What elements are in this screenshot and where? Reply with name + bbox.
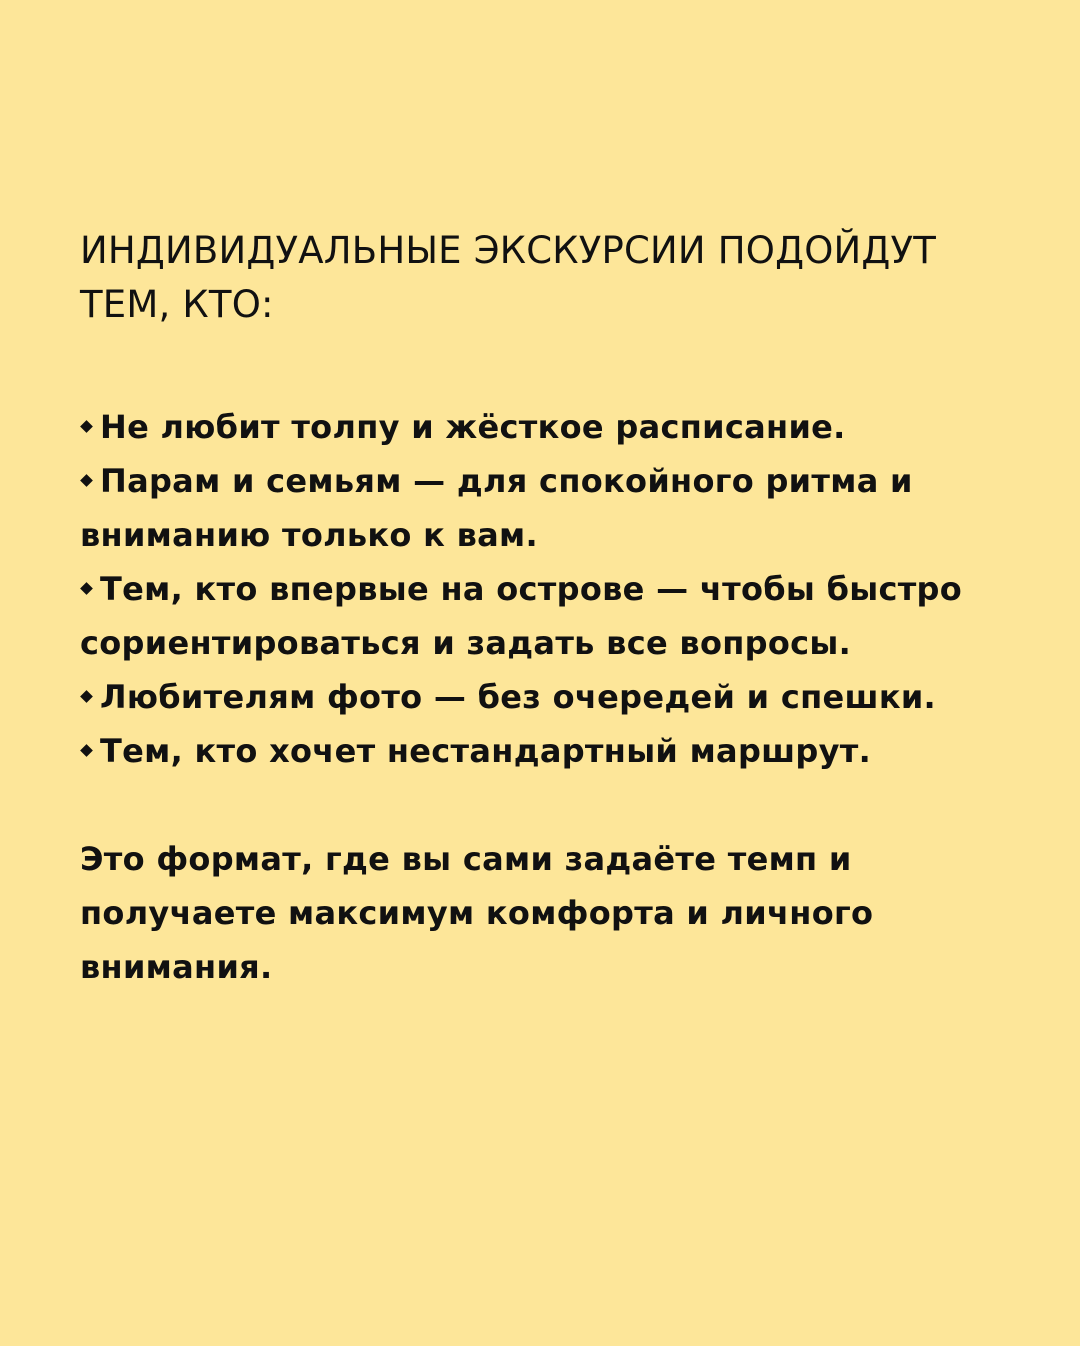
list-item-text: Тем, кто впервые на острове — чтобы быстро сориентироваться и задать все вопросы. xyxy=(80,570,963,662)
diamond-bullet-icon xyxy=(80,690,93,703)
list-item-text: Тем, кто хочет нестандартный маршрут. xyxy=(100,732,872,770)
list-item-text: Любителям фото — без очередей и спешки. xyxy=(100,678,937,716)
closing-paragraph: Это формат, где вы сами задаёте темп и получаете максимум комфорта и личного внимания. xyxy=(80,840,874,986)
list-item xyxy=(80,670,980,724)
list-item xyxy=(80,400,980,454)
diamond-bullet-icon xyxy=(80,474,93,487)
diamond-bullet-icon xyxy=(80,744,93,757)
list-item-text: Парам и семьям — для спокойного ритма и вниманию только к вам. xyxy=(80,462,913,554)
list-item-text: Не любит толпу и жёсткое расписание. xyxy=(100,408,846,446)
diamond-bullet-icon xyxy=(80,420,93,433)
list-item xyxy=(80,562,980,670)
list-item xyxy=(80,724,980,778)
diamond-bullet-icon xyxy=(80,582,93,595)
list-item xyxy=(80,454,980,562)
audience-list xyxy=(80,400,980,778)
slide-heading: ИНДИВИДУАЛЬНЫЕ ЭКСКУРСИИ ПОДОЙДУТ ТЕМ, КТО: xyxy=(80,229,937,326)
